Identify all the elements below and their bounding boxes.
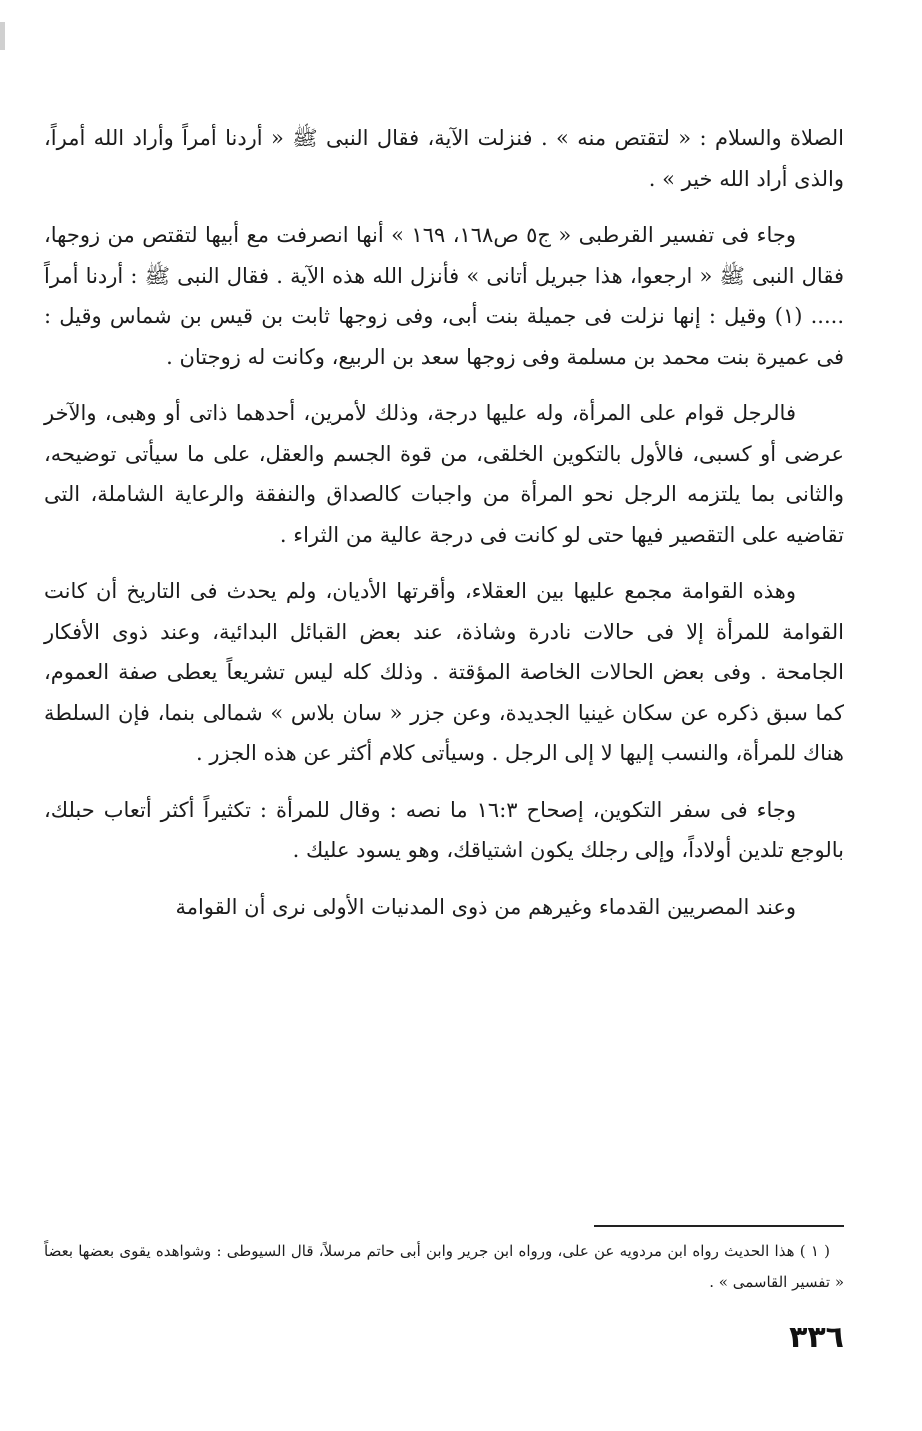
footnote <box>44 1236 844 1298</box>
paragraph-2: وجاء فى تفسير القرطبى « ج٥ ص١٦٨، ١٦٩ » أنها انصرفت مع أبيها لتقتص من زوجها، فقال النبى ﷺ « ارجعوا، هذا جبريل أتانى » فأنزل الله هذه الآية . فقال النبى ﷺ : أردنا أمراً ..... (١) وقيل : إنها نزلت فى جميلة بنت أبى، وفى زوجها ثابت بن قيس بن شماس وقيل : فى عميرة بنت محمد بن مسلمة وفى زوجها سعد بن الربيع، وكانت له زوجتان . <box>44 223 844 369</box>
footnote-text: ( ١ ) هذا الحديث رواه ابن مردويه عن على، ورواه ابن جرير وابن أبى حاتم مرسلاً، قال السيوطى : وشواهده يقوى بعضها بعضاً « تفسير القاسمى » . <box>44 1242 844 1291</box>
paragraph-6: وعند المصريين القدماء وغيرهم من ذوى المدنيات الأولى نرى أن القوامة <box>175 894 796 919</box>
paragraph-3: فالرجل قوام على المرأة، وله عليها درجة، وذلك لأمرين، أحدهما ذاتى أو وهبى، والآخر عرضى أو كسبى، فالأول بالتكوين الخلقى، من قوة الجسم والعقل، على ما سيأتى توضيحه، والثانى بما يلتزمه الرجل نحو المرأة من واجبات كالصداق والنفقة والرعاية الشاملة، التى تقاضيه على التقصير فيها حتى لو كانت فى درجة عالية من الثراء . <box>44 401 844 547</box>
footnote-divider <box>594 1225 844 1227</box>
paragraph-5: وجاء فى سفر التكوين، إصحاح ١٦:٣ ما نصه : وقال للمرأة : تكثيراً أكثر أتعاب حبلك، بالوجع تلدين أولاداً، وإلى رجلك يكون اشتياقك، وهو يسود عليك . <box>44 797 844 862</box>
body-text <box>44 118 844 943</box>
page-number: ٣٣٦ <box>789 1320 844 1355</box>
paragraph-1: الصلاة والسلام : « لتقتص منه » . فنزلت الآية، فقال النبى ﷺ « أردنا أمراً وأراد الله أمراً، والذى أراد الله خير » . <box>44 126 844 191</box>
scan-edge-mark <box>0 22 5 50</box>
paragraph-4: وهذه القوامة مجمع عليها بين العقلاء، وأقرتها الأديان، ولم يحدث فى التاريخ أن كانت القوامة للمرأة إلا فى حالات نادرة وشاذة، عند بعض القبائل البدائية، وعند ذوى الأفكار الجامحة . وفى بعض الحالات الخاصة المؤقتة . وذلك كله ليس تشريعاً يعطى صفة العموم، كما سبق ذكره عن سكان غينيا الجديدة، وعن جزر « سان بلاس » شمالى بنما، فإن السلطة هناك للمرأة، والنسب إليها لا إلى الرجل . وسيأتى كلام أكثر عن هذه الجزر . <box>44 579 844 765</box>
